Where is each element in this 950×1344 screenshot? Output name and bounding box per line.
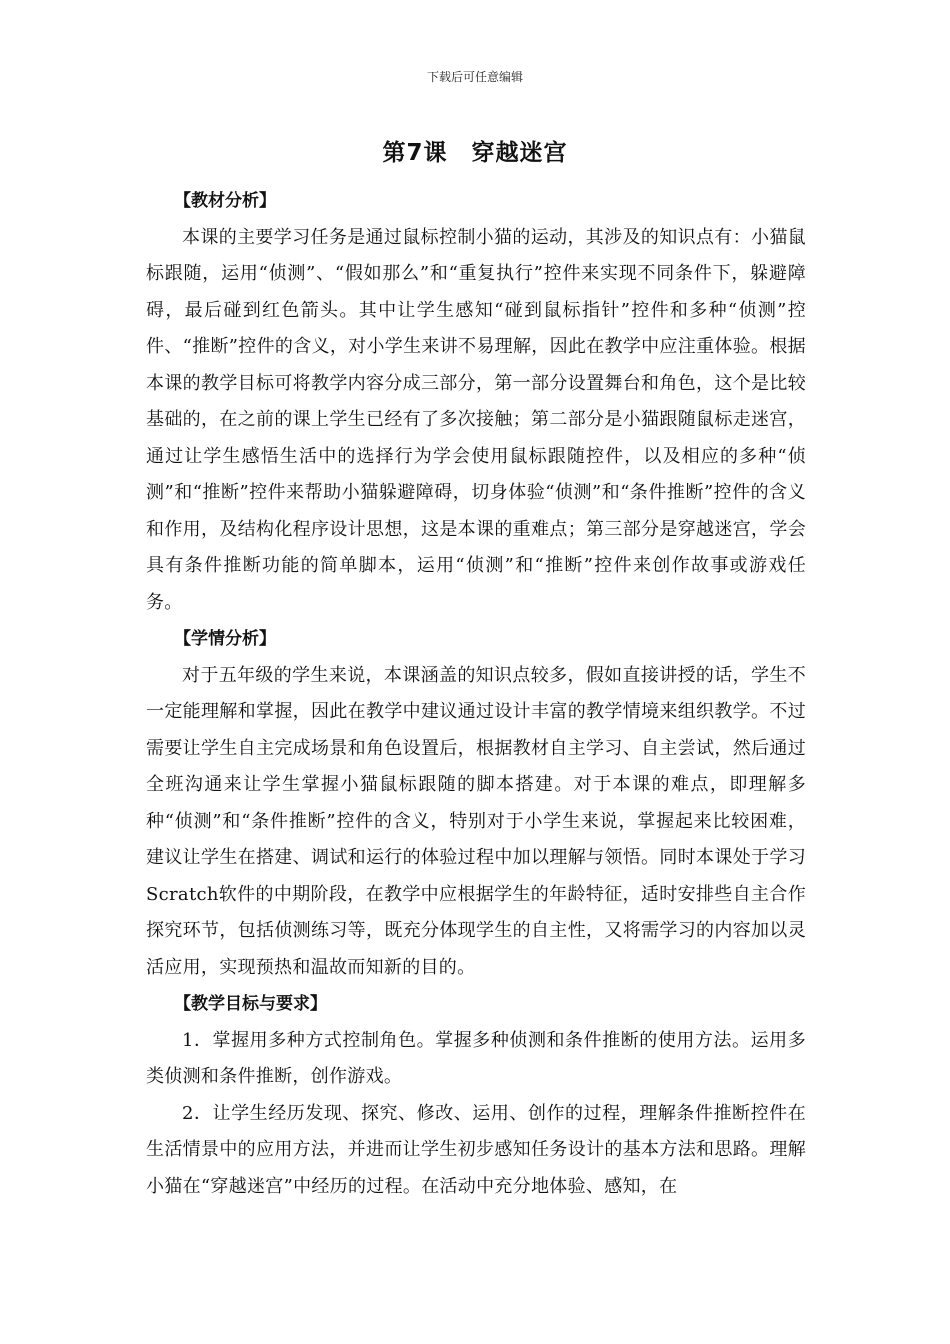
document-body [146,183,806,1205]
header-note: 下载后可任意编辑 [426,70,523,84]
section-teaching-goals [146,986,806,1205]
section-heading: 【学情分析】 [174,629,276,649]
section-heading: 【教学目标与要求】 [174,994,327,1014]
section-student-analysis [146,621,806,986]
section-textbook-analysis [146,183,806,621]
paragraph: 对于五年级的学生来说，本课涵盖的知识点较多，假如直接讲授的话，学生不一定能理解和掌握，因此在教学中建议通过设计丰富的教学情境来组织教学。不过需要让学生自主完成场景和角色设置后，根据教材自主学习、自主尝试，然后通过全班沟通来让学生掌握小猫鼠标跟随的脚本搭建。对于本课的难点，即理解多种“侦测”和“条件推断”控件的含义，特别对于小学生来说，掌握起来比较困难，建议让学生在搭建、调试和运行的体验过程中加以理解与领悟。同时本课处于学习Scratch软件的中期阶段，在教学中应根据学生的年龄特征，适时安排些自主合作探究环节，包括侦测练习等，既充分体现学生的自主性，又将需学习的内容加以灵活应用，实现预热和温故而知新的目的。 [146,664,806,978]
page-title: 第7课 穿越迷宫 [382,140,568,166]
paragraph: 2．让学生经历发现、探究、修改、运用、创作的过程，理解条件推断控件在生活情景中的应用方法，并进而让学生初步感知任务设计的基本方法和思路。理解小猫在“穿越迷宫”中经历的过程。在活动中充分地体验、感知，在 [146,1102,806,1197]
paragraph: 本课的主要学习任务是通过鼠标控制小猫的运动，其涉及的知识点有：小猫鼠标跟随，运用“侦测”、“假如那么”和“重复执行”控件来实现不同条件下，躲避障碍，最后碰到红色箭头。其中让学生感知“碰到鼠标指针”控件和多种“侦测”控件、“推断”控件的含义，对小学生来讲不易理解，因此在教学中应注重体验。根据本课的教学目标可将教学内容分成三部分，第一部分设置舞台和角色，这个是比较基础的，在之前的课上学生已经有了多次接触；第二部分是小猫跟随鼠标走迷宫，通过让学生感悟生活中的选择行为学会使用鼠标跟随控件，以及相应的多种“侦测”和“推断”控件来帮助小猫躲避障碍，切身体验“侦测”和“条件推断”控件的含义和作用，及结构化程序设计思想，这是本课的重难点；第三部分是穿越迷宫，学会具有条件推断功能的简单脚本，运用“侦测”和“推断”控件来创作故事或游戏任务。 [146,226,806,613]
section-heading: 【教材分析】 [174,191,276,211]
paragraph: 1．掌握用多种方式控制角色。掌握多种侦测和条件推断的使用方法。运用多类侦测和条件推断，创作游戏。 [146,1029,806,1087]
